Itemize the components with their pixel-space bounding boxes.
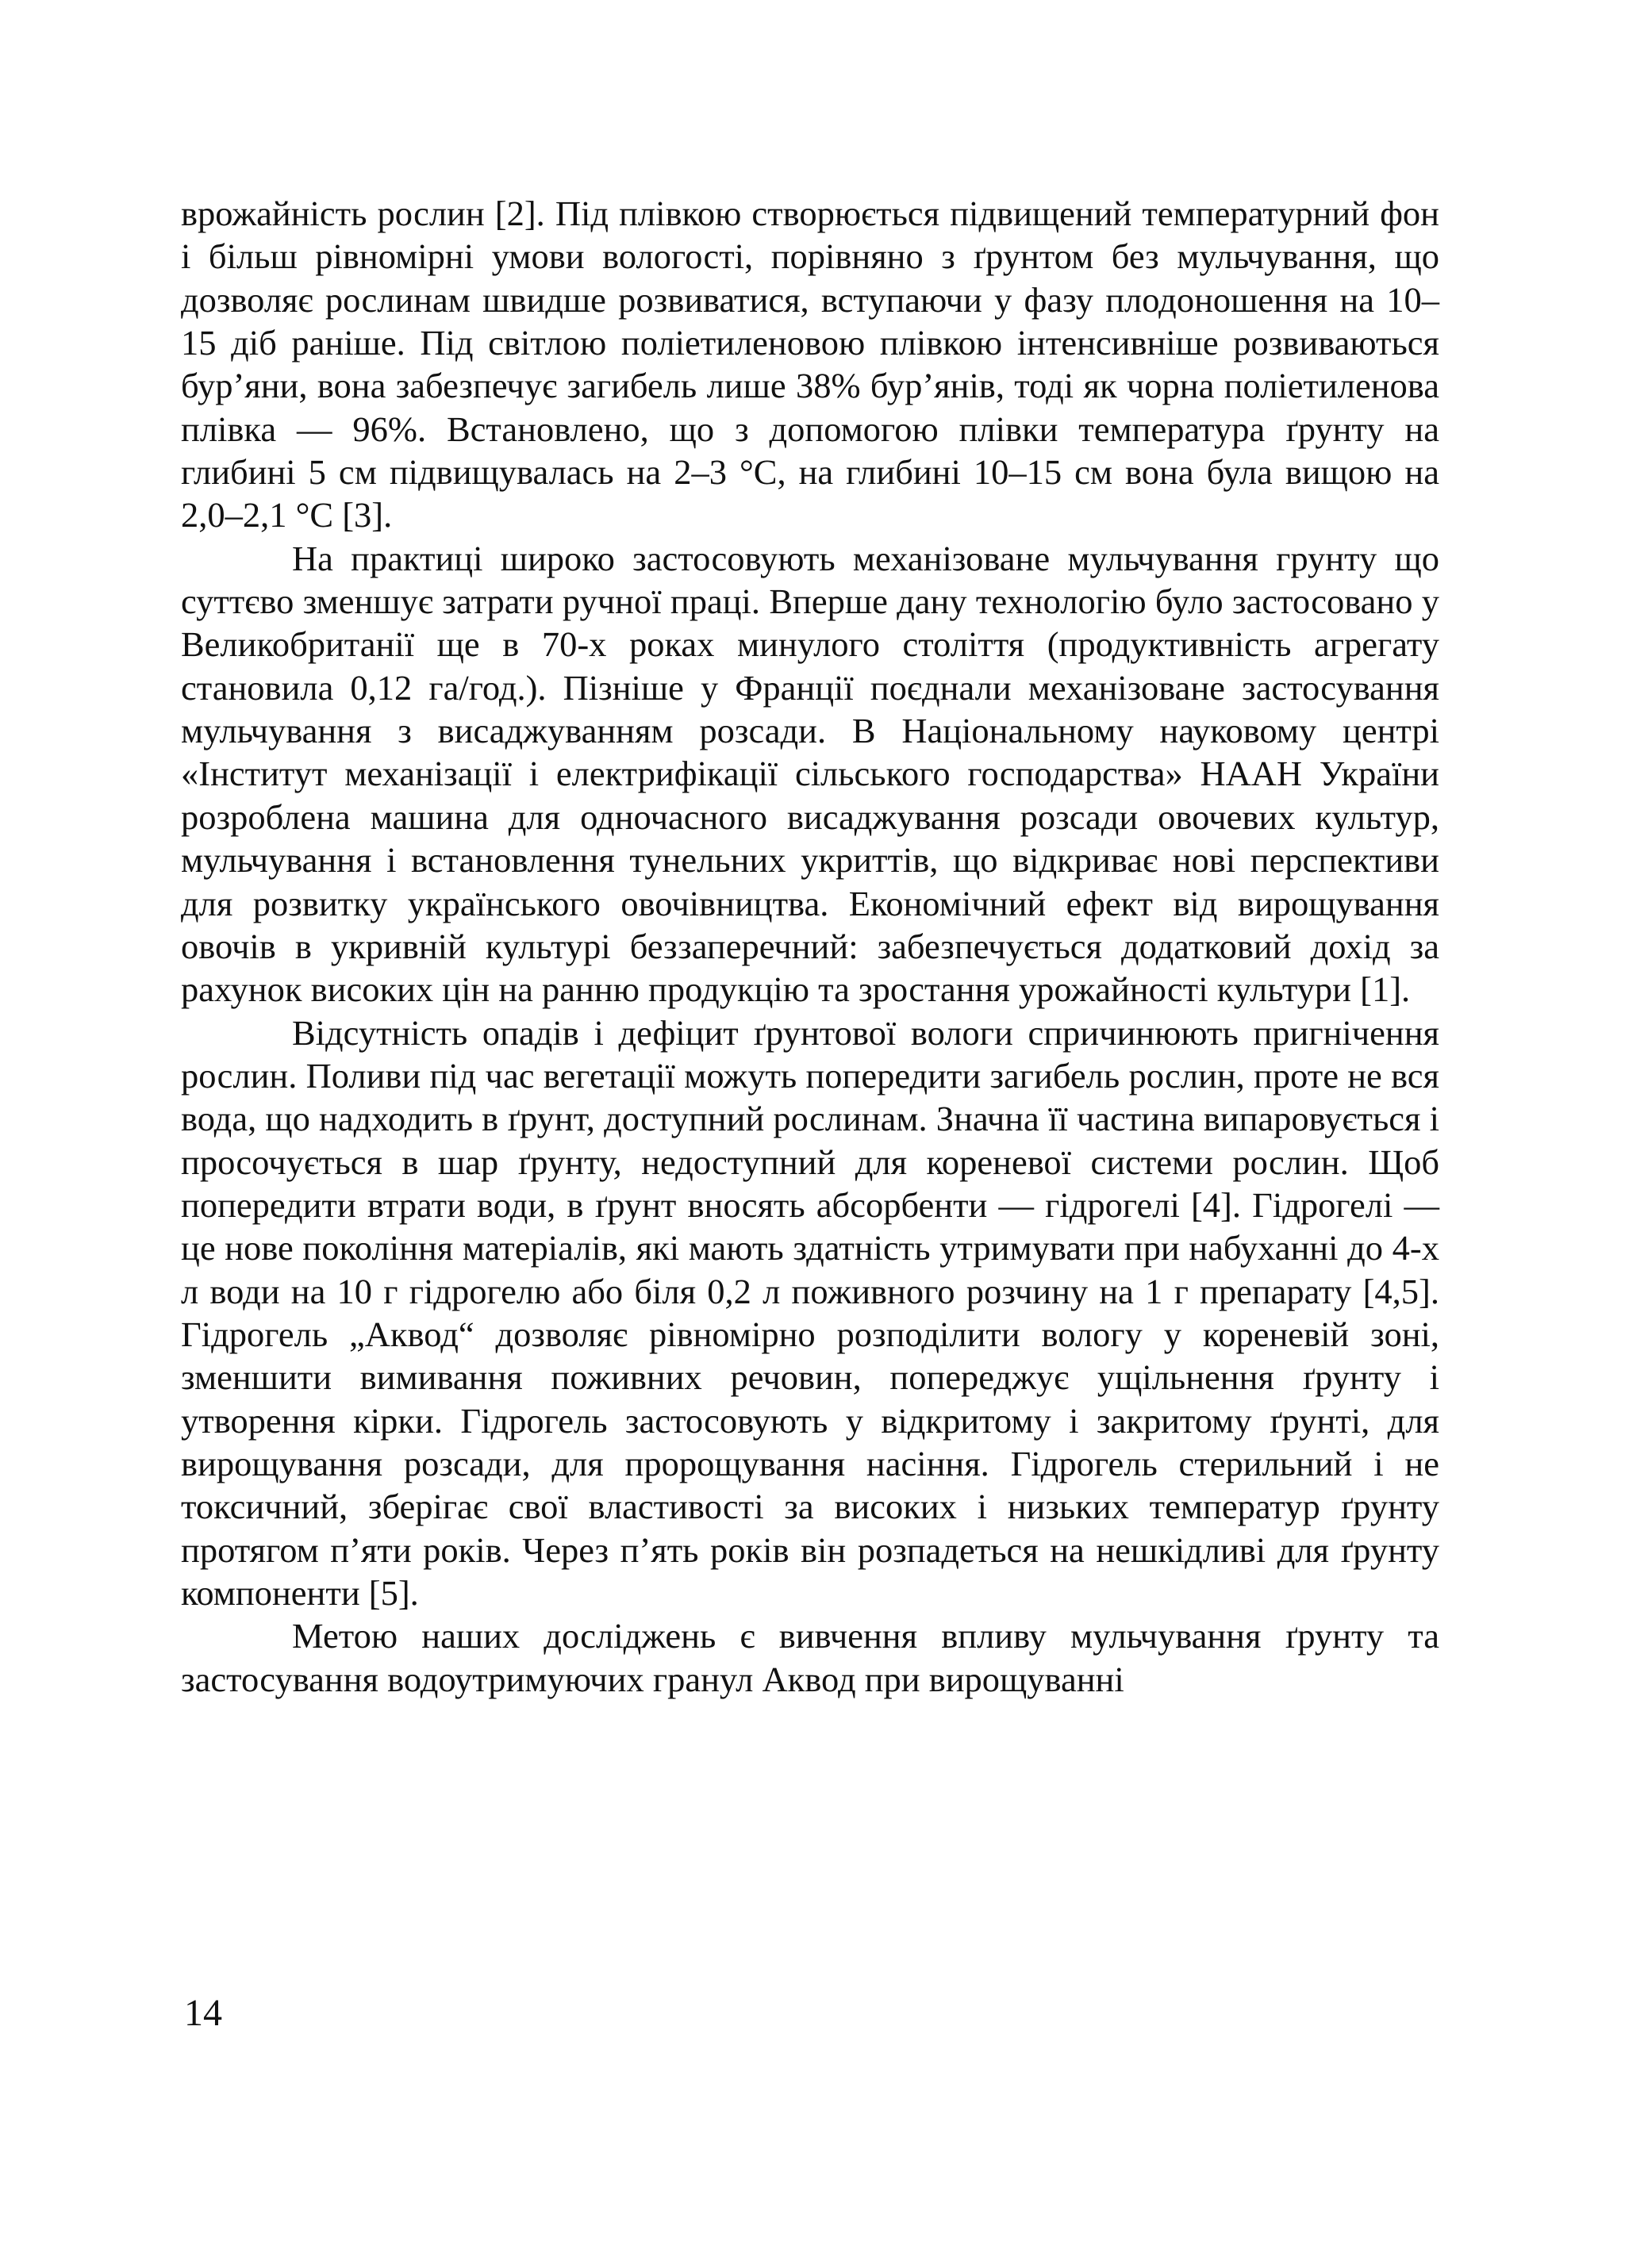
page-number: 14 (184, 1992, 222, 2034)
paragraph-1: врожайність рослин [2]. Під плівкою створюється підвищений температурний фон і більш рівномірні умови вологості, порівняно з ґрунтом без мульчування, що дозволяє рослинам швидше розвиватися, вступаючи у фазу плодоношення на 10–15 діб раніше. Під світлою поліетиленовою плівкою інтенсивніше розвиваються бур’яни, вона забезпечує загибель лише 38% бур’янів, тоді як чорна поліетиленова плівка — 96%. Встановлено, що з допомогою плівки температура ґрунту на глибині 5 см підвищувалась на 2–3 °С, на глибині 10–15 см вона була вищою на 2,0–2,1 °С [3]. (181, 194, 1439, 535)
paragraph-3: Відсутність опадів і дефіцит ґрунтової вологи спричинюють пригнічення рослин. Поливи під час вегетації можуть попередити загибель рослин, проте не вся вода, що надходить в ґрунт, доступний рослинам. Значна її частина випаровується і просочується в шар ґрунту, недоступний для кореневої системи рослин. Щоб попередити втрати води, в ґрунт вносять абсорбенти — гідрогелі [4]. Гідрогелі — це нове покоління матеріалів, які мають здатність утримувати при набуханні до 4-х л води на 10 г гідрогелю або біля 0,2 л поживного розчину на 1 г препарату [4,5]. Гідрогель „Аквод“ дозволяє рівномірно розподілити вологу у кореневій зоні, зменшити вимивання поживних речовин, попереджує ущільнення ґрунту і утворення кірки. Гідрогель застосовують у відкритому і закритому ґрунті, для вирощування розсади, для пророщування насіння. Гідрогель стерильний і не токсичний, зберігає свої властивості за високих і низьких температур ґрунту протягом п’яти років. Через п’ять років він розпадеться на нешкідливі для ґрунту компоненти [5]. (181, 1012, 1439, 1613)
paragraph-4: Метою наших досліджень є вивчення впливу мульчування ґрунту та застосування водоутримуючих гранул Аквод при вирощуванні (181, 1616, 1439, 1699)
body-text (181, 192, 1439, 1701)
paragraph-2: На практиці широко застосовують механізоване мульчування грунту що суттєво зменшує затрати ручної праці. Вперше дану технологію було застосовано у Великобританії ще в 70-х роках минулого століття (продуктивність агрегату становила 0,12 га/год.). Пізніше у Франції поєднали механізоване застосування мульчування з висаджуванням розсади. В Національному науковому центрі «Інститут механізації і електрифікації сільського господарства» НААН України розроблена машина для одночасного висаджування розсади овочевих культур, мульчування і встановлення тунельних укриттів, що відкриває нові перспективи для розвитку українського овочівництва. Економічний ефект від вирощування овочів в укривній культурі беззаперечний: забезпечується додатковий дохід за рахунок високих цін на ранню продукцію та зростання урожайності культури [1]. (181, 538, 1439, 1010)
